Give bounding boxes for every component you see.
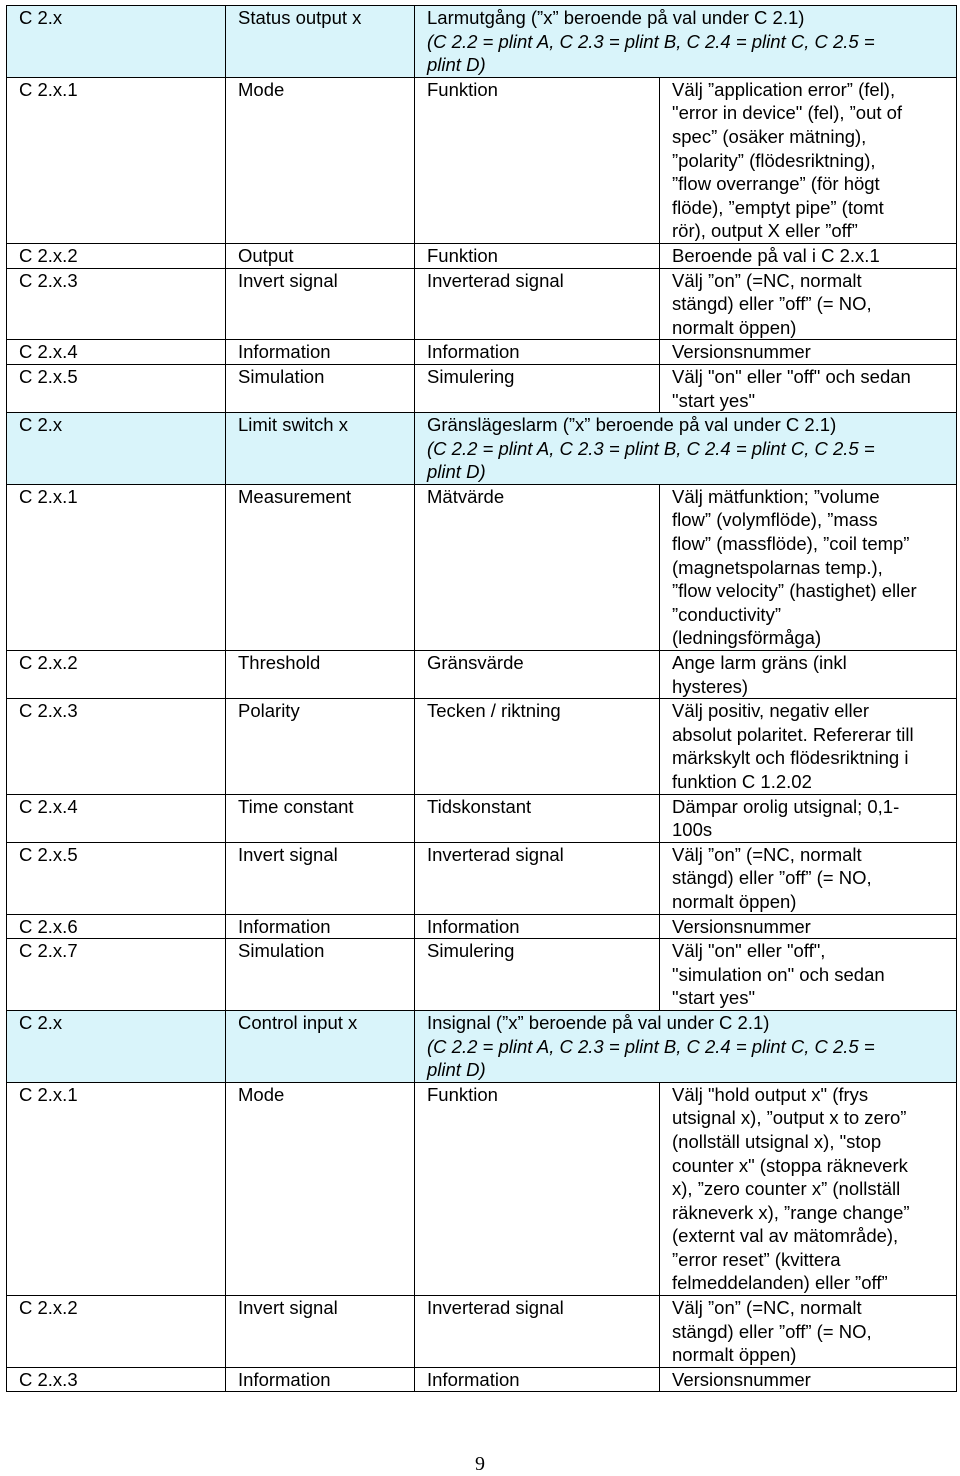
table-row (7, 651, 957, 699)
section-terminal-mapping: (C 2.2 = plint A, C 2.3 = plint B, C 2.4 = plint C, C 2.5 = plint D) (427, 437, 875, 483)
param-name-en: Invert signal (226, 1296, 415, 1368)
param-code: C 2.x.1 (7, 1082, 226, 1295)
parameter-table (6, 5, 957, 1392)
table-row (7, 268, 957, 340)
param-description: Välj "on" eller "off", "simulation on" och sedan "start yes" (660, 939, 957, 1011)
param-code: C 2.x.4 (7, 794, 226, 842)
param-description: Dämpar orolig utsignal; 0,1- 100s (660, 794, 957, 842)
section-description-cell (415, 1010, 957, 1082)
param-name-sv: Funktion (415, 243, 660, 268)
param-code: C 2.x.3 (7, 699, 226, 794)
param-description: Versionsnummer (660, 1367, 957, 1392)
param-name-en: Simulation (226, 364, 415, 412)
param-description: Välj ”application error” (fel), "error in device" (fel), ”out of spec” (osäker mätning), ”polarity” (flödesriktning), ”flow overrange” (för högt flöde), ”emptyt pipe” (tomt rör), output X eller ”off” (660, 77, 957, 243)
param-description: Välj ”on” (=NC, normalt stängd) eller ”off” (= NO, normalt öppen) (660, 1296, 957, 1368)
section-header-row (7, 1010, 957, 1082)
param-name-sv: Tecken / riktning (415, 699, 660, 794)
param-description: Ange larm gräns (inkl hysteres) (660, 651, 957, 699)
table-row (7, 364, 957, 412)
section-description: Larmutgång (”x” beroende på val under C 2.1) (427, 7, 805, 28)
param-description: Versionsnummer (660, 914, 957, 939)
param-code: C 2.x.2 (7, 651, 226, 699)
table-row (7, 340, 957, 365)
param-name-sv: Inverterad signal (415, 1296, 660, 1368)
param-code: C 2.x.5 (7, 364, 226, 412)
section-description: Gränslägeslarm (”x” beroende på val under C 2.1) (427, 414, 837, 436)
section-description-cell (415, 6, 957, 78)
param-name-en: Mode (226, 1082, 415, 1295)
param-description: Välj ”on” (=NC, normalt stängd) eller ”off” (= NO, normalt öppen) (660, 268, 957, 340)
param-description: Välj ”on” (=NC, normalt stängd) eller ”off” (= NO, normalt öppen) (660, 842, 957, 914)
param-name-en: Invert signal (226, 842, 415, 914)
section-id: C 2.x (7, 1010, 226, 1082)
param-name-sv: Funktion (415, 77, 660, 243)
param-name-en: Time constant (226, 794, 415, 842)
param-name-en: Information (226, 914, 415, 939)
table-row (7, 794, 957, 842)
param-code: C 2.x.3 (7, 1367, 226, 1392)
param-description: Beroende på val i C 2.x.1 (660, 243, 957, 268)
table-row (7, 77, 957, 243)
param-code: C 2.x.1 (7, 77, 226, 243)
param-name-sv: Inverterad signal (415, 268, 660, 340)
section-name: Control input x (226, 1010, 415, 1082)
param-name-en: Mode (226, 77, 415, 243)
param-name-sv: Funktion (415, 1082, 660, 1295)
param-code: C 2.x.6 (7, 914, 226, 939)
table-row (7, 939, 957, 1011)
table-row (7, 842, 957, 914)
param-name-sv: Mätvärde (415, 484, 660, 650)
table-row (7, 243, 957, 268)
param-code: C 2.x.5 (7, 842, 226, 914)
param-name-en: Measurement (226, 484, 415, 650)
table-row (7, 484, 957, 650)
section-header-row (7, 6, 957, 78)
param-name-sv: Tidskonstant (415, 794, 660, 842)
param-name-en: Threshold (226, 651, 415, 699)
param-name-en: Output (226, 243, 415, 268)
section-description: Insignal (”x” beroende på val under C 2.1) (427, 1011, 770, 1033)
section-name: Status output x (226, 6, 415, 78)
table-row (7, 1367, 957, 1392)
section-id: C 2.x (7, 6, 226, 78)
param-name-en: Polarity (226, 699, 415, 794)
param-code: C 2.x.3 (7, 268, 226, 340)
param-code: C 2.x.2 (7, 1296, 226, 1368)
param-name-en: Information (226, 1367, 415, 1392)
param-name-sv: Simulering (415, 364, 660, 412)
param-description: Välj mätfunktion; ”volume flow” (volymflöde), ”mass flow” (massflöde), ”coil temp” (magnetspolarnas temp.), ”flow velocity” (hastighet) eller ”conductivity” (ledningsförmåga) (660, 484, 957, 650)
param-name-en: Information (226, 340, 415, 365)
table-row (7, 699, 957, 794)
section-terminal-mapping: (C 2.2 = plint A, C 2.3 = plint B, C 2.4 = plint C, C 2.5 = plint D) (427, 1035, 875, 1081)
param-description: Välj positiv, negativ eller absolut polaritet. Refererar till märkskylt och flödesriktning i funktion C 1.2.02 (660, 699, 957, 794)
table-row (7, 1296, 957, 1368)
param-name-sv: Inverterad signal (415, 842, 660, 914)
table-row (7, 1082, 957, 1295)
section-terminal-mapping: (C 2.2 = plint A, C 2.3 = plint B, C 2.4 = plint C, C 2.5 = plint D) (427, 30, 875, 76)
param-code: C 2.x.4 (7, 340, 226, 365)
param-name-en: Invert signal (226, 268, 415, 340)
param-name-sv: Information (415, 340, 660, 365)
param-name-sv: Gränsvärde (415, 651, 660, 699)
param-code: C 2.x.7 (7, 939, 226, 1011)
param-name-sv: Information (415, 1367, 660, 1392)
param-description: Versionsnummer (660, 340, 957, 365)
section-id: C 2.x (7, 413, 226, 485)
param-description: Välj "hold output x" (frys utsignal x), ”output x to zero” (nollställ utsignal x), "stop counter x" (stoppa räkneverk x), ”zero counter x” (nollställ räkneverk x), ”range change” (externt val av mätområde), ”error reset” (kvittera felmeddelanden) eller ”off” (660, 1082, 957, 1295)
param-name-sv: Simulering (415, 939, 660, 1011)
param-name-en: Simulation (226, 939, 415, 1011)
parameter-table-body (7, 6, 957, 1392)
page-number: 9 (475, 1453, 485, 1475)
section-description-cell (415, 413, 957, 485)
section-name: Limit switch x (226, 413, 415, 485)
param-description: Välj "on" eller "off" och sedan "start yes" (660, 364, 957, 412)
param-code: C 2.x.2 (7, 243, 226, 268)
param-code: C 2.x.1 (7, 484, 226, 650)
param-name-sv: Information (415, 914, 660, 939)
section-header-row (7, 413, 957, 485)
table-row (7, 914, 957, 939)
